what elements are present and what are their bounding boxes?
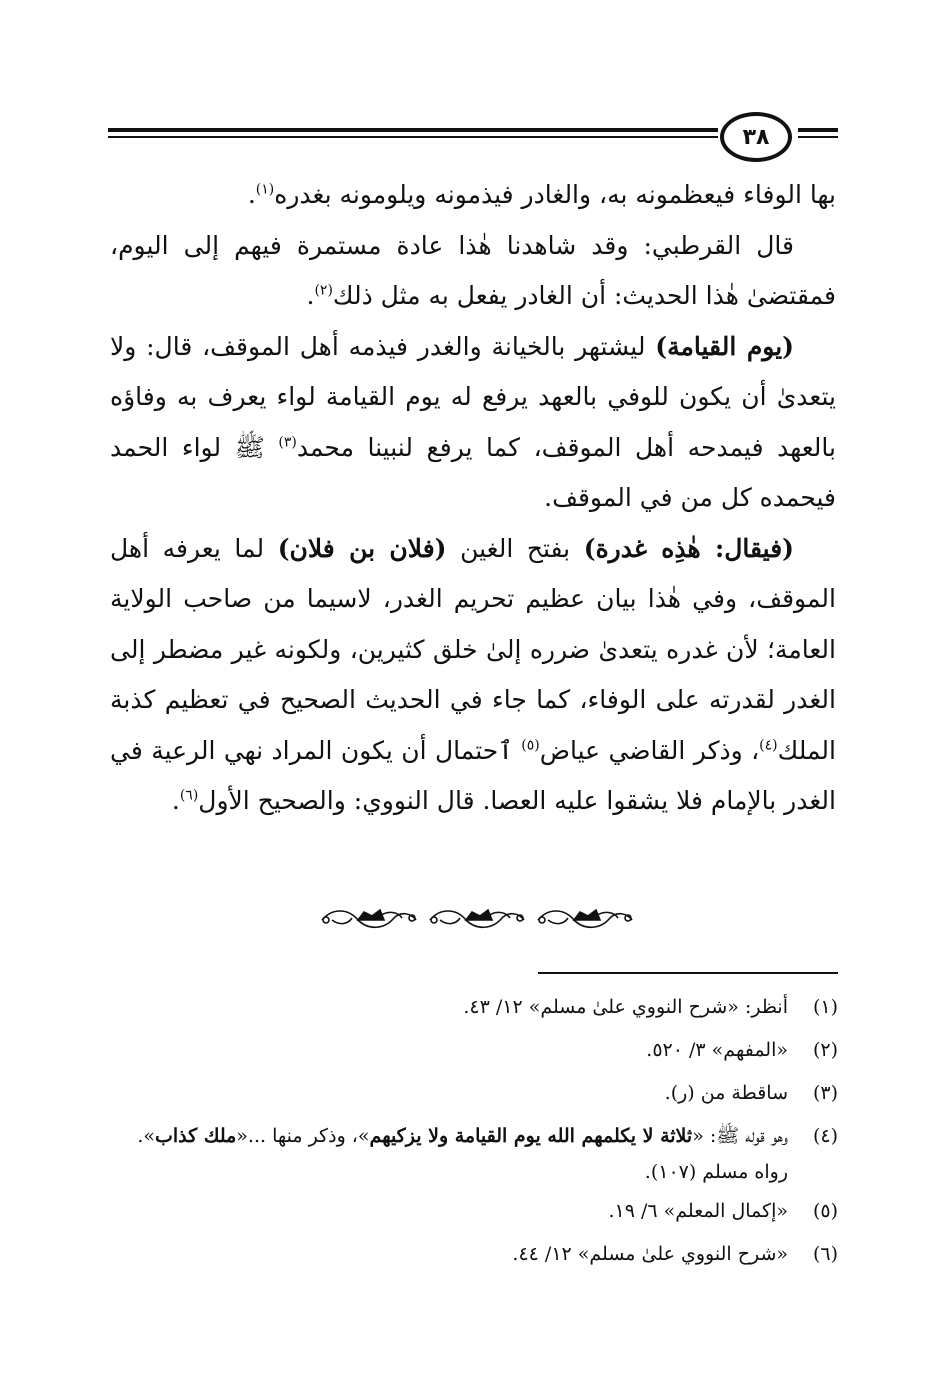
paragraph-4: (فيقال: هٰذِه غدرة) بفتح الغين (فلان بن فلان) لما يعرفه أهل الموقف، وفي هٰذا بيان عظيم تحريم الغدر، لاسيما من صاحب الولاية العامة؛ لأن غدره يتعدىٰ ضرره إلىٰ خلق كثيرين، ولكونه غير مضطر إلى الغدر لقدرته على الوفاء، كما جاء في الحديث الصحيح في تعظيم كذبة الملك$^{(٤)}$، وذكر القاضي عياض$^{(٥)}$ ٱحتمال أن يكون المراد نهي الرعية في الغدر بالإمام فلا يشقوا عليه العصا. قال النووي: والصحيح الأول$^{(٦)}$.: [110, 533, 836, 815]
footnote-text: «إكمال المعلم» ٦/ ١٩.: [608, 1200, 788, 1222]
header-rule-right-thick: [798, 128, 838, 132]
footnote-text: ساقطة من (ر).: [664, 1082, 788, 1104]
bold-phrase: ثلاثة لا يكلمهم الله يوم القيامة ولا يزكيهم: [369, 1125, 693, 1147]
footnote-number: (٤): [812, 1125, 838, 1147]
paragraph-2: قال القرطبي: وقد شاهدنا هٰذا عادة مستمرة فيهم إلى اليوم، فمقتضىٰ هٰذا الحديث: أن الغادر يفعل به مثل ذلك$^{(٢)}$.: [110, 230, 836, 310]
footnote-text: «المفهم» ٣/ ٥٢٠.: [646, 1039, 788, 1061]
paragraph-3: (يوم القيامة) ليشتهر بالخيانة والغدر فيذمه أهل الموقف، قال: ولا يتعدىٰ أن يكون للوفي بالعهد يرفع له يوم القيامة لواء يعرف به وفاؤه بالعهد فيمدحه أهل الموقف، كما يرفع لنبينا محمد$^{(٣)}$ ﷺ لواء الحمد فيحمده كل من في الموقف.: [110, 331, 836, 512]
footnote-ref: (٥): [521, 737, 540, 754]
bold-phrase: (فلان بن فلان): [277, 533, 447, 563]
footnote-ref: (٦): [179, 787, 199, 804]
header-rule-right-thin: [798, 136, 838, 138]
footnote-number: (٣): [812, 1082, 838, 1104]
paragraph-1: بها الوفاء فيعظمونه به، والغادر فيذمونه ويلومونه بغدره$^{(١)}$.: [247, 180, 836, 209]
footnote-ref: (٣): [278, 434, 297, 451]
footnotes: [108, 986, 838, 1276]
footnote-number: (١): [812, 996, 838, 1018]
footnote-item: [108, 1190, 838, 1233]
bold-phrase: (يوم القيامة): [655, 331, 794, 361]
footnote-text: «شرح النووي علىٰ مسلم» ١٢/ ٤٤.: [512, 1243, 788, 1265]
footnote-number: (٢): [812, 1039, 838, 1061]
page-number: ٣٨: [720, 112, 792, 162]
footnote-ref: (٤): [759, 737, 778, 754]
header-rule-thick: [108, 128, 718, 132]
footnote-item: [108, 1233, 838, 1276]
footnote-item: [108, 1115, 838, 1190]
footnote-text: أنظر: «شرح النووي علىٰ مسلم» ١٢/ ٤٣.: [463, 996, 788, 1018]
footnote-ref: (٢): [314, 282, 333, 299]
page-header: [108, 112, 838, 158]
bold-phrase: ملك كذاب: [155, 1125, 237, 1147]
ornament-motif: [322, 910, 416, 927]
footnote-ref: (١): [255, 181, 275, 198]
footnote-number: (٥): [812, 1200, 838, 1222]
bold-phrase: (فيقال: هٰذِه غدرة): [583, 533, 794, 563]
footnote-number: (٦): [812, 1243, 838, 1265]
ornament-divider-icon: [318, 898, 634, 938]
footnote-text: وهو قوله ﷺ: «ثلاثة لا يكلمهم الله يوم القيامة ولا يزكيهم»، وذكر منها ...«ملك كذاب». رواه مسلم (١٠٧).: [137, 1125, 788, 1183]
footnote-item: [108, 1029, 838, 1072]
footnote-item: [108, 986, 838, 1029]
footnote-item: [108, 1072, 838, 1115]
footnote-separator: [538, 972, 838, 974]
main-text: [110, 170, 836, 827]
header-rule-thin: [108, 136, 718, 138]
